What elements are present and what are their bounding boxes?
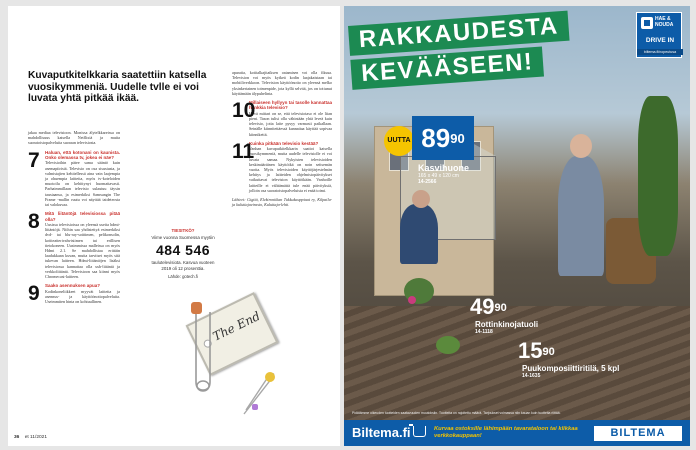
drive-in-title: DRIVE IN <box>645 37 675 44</box>
page-number: 36 <box>14 435 20 440</box>
faq-answer: Hyvä mittari on se, että televisiotaso ei ole liian pieni. Tason tulisi olla vähintään yhtä leveä kuin televisio, jotta laite pysyy varmasti paikallaan. Seinälle kiinnitettäessä kannattaa käyttää sopivaa kiinnikettä. <box>249 110 332 137</box>
safety-pin-icon <box>240 370 280 420</box>
faq-item-10 <box>232 100 332 137</box>
price-cents: 90 <box>450 131 465 147</box>
faq-number: 9 <box>28 282 40 306</box>
fact-box-label: TIESITKÖ? <box>171 228 195 233</box>
fact-box <box>148 228 218 279</box>
banner-line-1: RAKKAUDESTA <box>348 11 570 56</box>
biltema-url: Biltema.fi <box>352 425 411 440</box>
price-chair <box>470 296 507 318</box>
product-name: Kasvihuone <box>418 163 470 173</box>
faq-item-8 <box>28 211 120 279</box>
faq-number: 10 <box>232 99 256 123</box>
seated-woman-figure <box>400 204 438 264</box>
price-tag-greenhouse <box>412 116 474 160</box>
article-column-1 <box>28 130 120 304</box>
product-info-decking <box>522 364 619 379</box>
article-page <box>8 6 340 446</box>
new-badge: UUTTA <box>384 126 414 156</box>
fact-box-text-2: taulutelevisiota. Kasvua vuoteen 2019 oli 12 prosenttia. <box>151 260 215 271</box>
faq-question: Millaiseen hyllyyn tai tasolle kannattaa hankkia televisio? <box>249 100 332 111</box>
faq-number: 11 <box>232 139 255 163</box>
drive-in-label: HAE & NOUDA <box>655 16 674 28</box>
product-name: Rottinkinojatuoli <box>475 320 539 329</box>
faq-item-7 <box>28 150 120 208</box>
woman-head <box>412 190 430 208</box>
faq-answer: Vanhan kuvaputkitelkkarin saattoi katsella vuosikymmeniä, mutta uudelle televisiolle ei voi luvata samaa. Nykyisten televisioiden keskimääräinen käyttöikä on noin seitsemän vuotta. Myös televisioiden käyttöjärjestelmän kehitys ja laitteiden ohjelmistopäivitykset vaikuttavat television käyttöikään. Vanhoille laitteille ei välttämättä tule enää päivityksiä, jolloin osa suoratoistopalveluista ei enää toimi. <box>249 146 332 193</box>
price-euros: 15 <box>518 338 543 363</box>
climbing-plant <box>638 96 678 256</box>
drive-in-sub: biltema.fi/nopeutusa <box>637 49 683 55</box>
fact-box-number: 484 546 <box>155 242 211 259</box>
faq-item-9 <box>28 283 120 304</box>
faq-item-11 <box>232 141 332 193</box>
ad-footer <box>344 420 690 446</box>
faq-number: 7 <box>28 148 40 172</box>
column-3-text: aparatia, kotitalkajitaiksen oatamisen voi olla fiksua. Television voi myös kytkeä kodin laajakaistaan tai mobiiliverkkoon. Television käyttöönotto on yleensä melko yksinkertainen toimenpide, jota kyllä selvitä, jos on tottunut käyttämään älypuhelinta. <box>232 70 332 96</box>
faq-question: Kuinka pitkään televisio kestää? <box>249 140 319 146</box>
pink-flower <box>408 296 416 304</box>
article-sources <box>232 197 332 207</box>
faq-question: Mitä liitäntöjä televisiossa pitää olla? <box>45 211 120 222</box>
fact-box-source: Lähde: gotech.fi <box>168 274 198 280</box>
standing-man-figure <box>558 156 604 276</box>
product-code: 14-1118 <box>475 329 493 335</box>
price-euros: 89 <box>421 123 451 153</box>
price-cents: 90 <box>542 346 555 359</box>
price-decking <box>518 340 555 362</box>
product-dimensions: 165 x 49 x 120 cm <box>418 173 459 179</box>
cart-icon <box>413 426 426 437</box>
price-cents: 90 <box>494 302 507 315</box>
faq-number: 8 <box>28 210 40 234</box>
tag-text: The End <box>210 308 263 344</box>
biltema-logo: BILTEMA <box>594 426 682 441</box>
drive-in-badge <box>636 12 682 58</box>
faq-question: Saako asennuksen apua? <box>45 283 101 289</box>
price-euros: 49 <box>470 294 495 319</box>
faq-answer: Televisioihin pätee sama sääntö kuin asemapiiristä. Televisio on osa sisustusta, ja valmistajien kehitellessä aina vain laajempia ja ohuempia laitteita, myös tv-koteloiden muotoilu on kehittynyt huomattavasti. Parhaimmillaan televisio sulautuu täysin taustaansa, ja esimerkiksi Samsungin The Frame -mallin ruutu voi näyttää taideteosta tai valokuvaa. <box>45 160 120 208</box>
ad-disclaimer: Pidätämme oikeuden tuotteiden saatavuuden muutoksiin. Tuotteita on rajoitettu määrä. Tarjoukset voimassa niin kauan kuin tuotteita riittää. <box>352 411 561 415</box>
faq-answer: Uusissa televisioissa on yleensä useita hdmi-liitäntöjä. Niihin saa yhdistettyä esimerkiksi dvd- tai blu-ray-soittimen, pelikonsolin, kotiteatterivahvistimen tai erillisen tietokoneen. Uusimmissa malleissa on myös Hdmi 2.1. Se mahdollistaa erittäin laadukkaan kuvan, mutta tarvitset myös sitä tukevan laitteen. Hdmi-liitäntöjen lisäksi televisiossa kannattaa olla usb-liitäntä ja verkkoliitäntä. Televisioon saa kiinni myös Chromecast-laitteen. <box>45 222 120 280</box>
magazine-issue: et 11/2021 <box>24 435 48 440</box>
product-info-greenhouse <box>418 163 469 185</box>
product-code: 14-2566 <box>418 179 437 185</box>
product-info-chair <box>475 320 538 335</box>
drive-in-icon <box>641 17 653 29</box>
fact-box-text: Viime vuonna Suomessa myytiin <box>151 235 215 240</box>
article-headline: Kuvaputkitelkkaria saatettiin katsella vuosikymmeniä. Uudelle tvlle ei voi luvata yhtä pitkää ikää. <box>28 70 207 104</box>
sources-text: Lähteet: Gigitä, Elektroniikan Tukkukauppiaat ry, Kilpailu- ja kuluttajavirasto, Kuluttaja-lehti. <box>232 197 332 208</box>
man-head <box>570 134 592 158</box>
page-folio <box>14 435 47 440</box>
footer-promo: Kurvaa ostoksille lähimpään tavarataloon tai klikkaa verkkokauppaan! <box>434 426 578 439</box>
article-column-3 <box>232 70 332 207</box>
product-name: Puukomposiittiritilä, 5 kpl <box>522 364 620 373</box>
article-intro: jakaa mediaa televisioon. Monissa älytelkkareissa on mahdollisuus katsella Netflixiä ja muita suoratoistopalveluita suoraan televisiosta. <box>28 130 120 146</box>
safety-pin-icon <box>186 302 220 392</box>
plant-pot <box>436 336 460 354</box>
product-code: 14-1635 <box>522 373 541 379</box>
faq-question: Haluan, että kotonani on kaunista. Onko olemassa tv, jokea ei näe? <box>45 149 120 161</box>
faq-answer: Kodinkoneliikkeet myyvät laitteita ja asennus- ja käyttöönottopalveluita. Useimmiten hinta on kohtuullinen. <box>45 288 120 305</box>
advertisement-page <box>344 6 690 446</box>
banner-line-2: KEVÄÄSEEN! <box>350 46 544 89</box>
